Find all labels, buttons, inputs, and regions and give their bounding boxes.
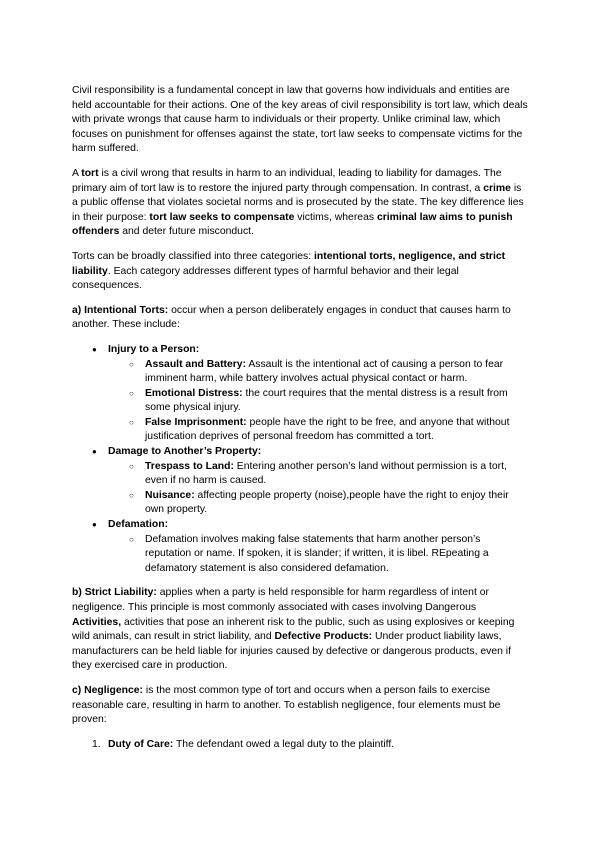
group-title: Damage to Another’s Property: [108,446,262,458]
item-text: The defendant owed a legal duty to the plaintiff. [173,738,395,750]
strict-liability-paragraph [72,586,528,674]
categories-list: intentional torts, negligence, and strict liability [72,250,506,277]
item-text: Entering another person’s land without permission is a tort, even if no harm is caused. [145,460,507,487]
item-text: affecting people property (noise),people have the right to enjoy their own property. [145,489,509,516]
list-item [129,460,528,489]
defective-products-term: Defective Products: [274,631,373,643]
text: . Each category addresses different types of harmful behavior and their legal consequences. [72,265,459,292]
list-item [92,738,528,753]
sub-list [108,460,528,518]
intentional-torts-list [72,343,528,577]
negligence-paragraph [72,684,528,728]
item-text: people have the right to be free, and anyone that without justification deprives of personal freedom has committed a tort. [145,416,510,443]
intro-paragraph: Civil responsibility is a fundamental concept in law that governs how individuals and entities are held accountable for their actions. One of the key areas of civil responsibility is tort law, which deals with private wrongs that cause harm to individuals or their property. Unlike criminal law, which focuses on punishment for offenses against the state, tort law seeks to compensate victims for the harm suffered. [72,85,528,155]
sub-list [108,533,528,577]
item-label: Trespass to Land: [145,460,234,472]
item-label: Duty of Care: [108,738,174,750]
item-number: 1. [92,738,101,750]
item-label: Emotional Distress: [145,387,243,399]
text: Torts can be broadly classified into three categories: [72,250,314,262]
negligence-heading: c) Negligence: [72,684,144,696]
list-item [92,343,528,445]
list-item [129,387,528,416]
item-text: the court requires that the mental distress is a result from some physical injury. [145,387,508,414]
list-item [129,489,528,518]
text: is the most common type of tort and occurs when a person fails to exercise reasonable care, resulting in harm to another. To establish negligence, four elements must be proven: [72,684,501,726]
text: A [72,167,82,179]
categories-paragraph [72,250,528,294]
group-title: Injury to a Person: [108,343,200,355]
item-text: Defamation involves making false statements that harm another person’s reputation or name. If spoken, it is slander; if written, it is libel. REpeating a defamatory statement is also considered defamation. [145,533,489,574]
list-item [129,533,528,577]
criminal-purpose: criminal law aims to punish offenders [72,211,513,238]
item-label: False Imprisonment: [145,416,247,428]
tort-vs-crime-paragraph [72,167,528,240]
tort-purpose: tort law seeks to compensate [149,211,295,223]
text: is a public offense that violates societal norms and is prosecuted by the state. The key difference lies in their purpose: [72,182,524,223]
text: victims, whereas [294,211,377,223]
list-item [92,445,528,518]
group-title: Defamation: [108,519,169,531]
activities-term: Activities, [72,616,122,628]
text: activities that pose an inherent risk to the public, such as using explosives or keeping wild animals, can result in strict liability, and [72,616,515,643]
tort-term: tort [81,167,99,179]
list-item [129,416,528,445]
item-label: Nuisance: [145,489,195,501]
strict-liability-heading: b) Strict Liability: [72,587,157,599]
item-label: Assault and Battery: [145,358,247,370]
intentional-torts-paragraph [72,304,528,333]
item-text: Assault is the intentional act of causing a person to fear imminent harm, while battery involves actual physical contact or harm. [145,358,504,385]
intentional-torts-heading: a) Intentional Torts: [72,304,169,316]
list-item [129,358,528,387]
text: applies when a party is held responsible for harm regardless of intent or negligence. This principle is most commonly associated with cases involving Dangerous [72,587,489,613]
text: and deter future misconduct. [119,226,254,238]
crime-term: crime [483,182,511,194]
text: Under product liability laws, manufacturers can be held liable for injuries caused by defective or dangerous products, even if they exercised care in production. [72,631,511,672]
sub-list [108,358,528,446]
text: occur when a person deliberately engages in conduct that causes harm to another. These include: [72,304,511,331]
text: is a civil wrong that results in harm to an individual, leading to liability for damages. The primary aim of tort law is to restore the injured party through compensation. In contrast, a [72,167,502,194]
negligence-elements-list [72,738,528,753]
list-item [92,518,528,576]
